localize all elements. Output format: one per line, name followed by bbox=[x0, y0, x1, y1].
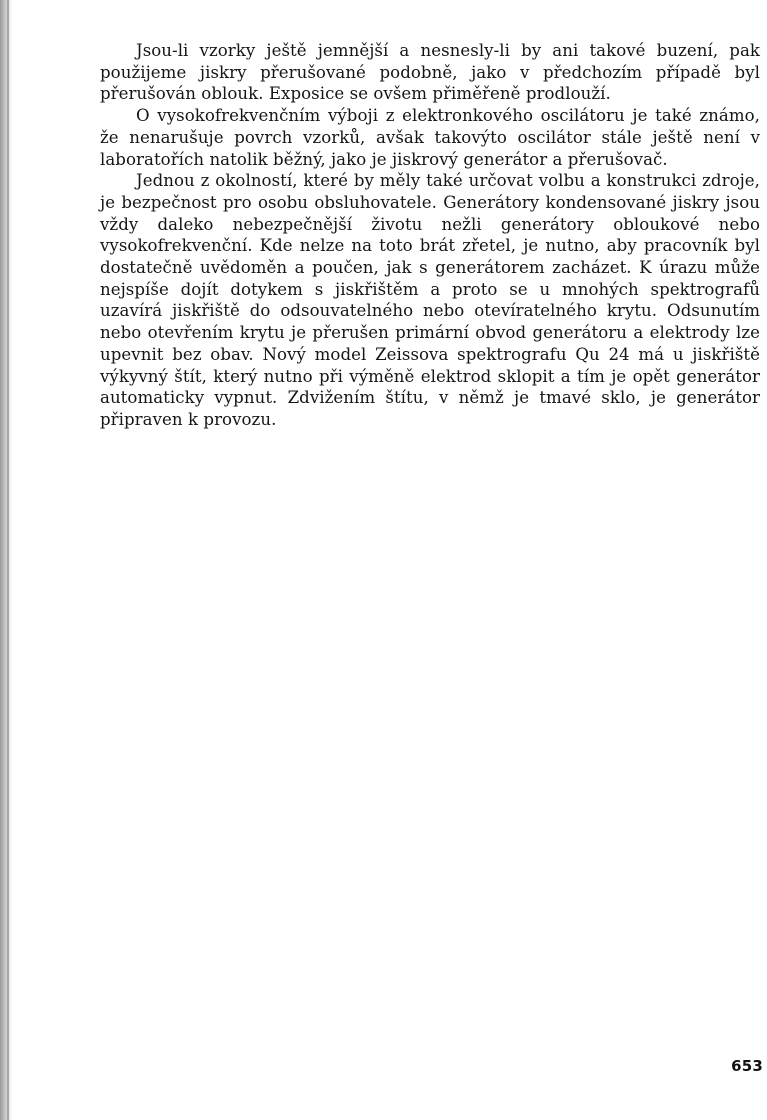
paragraph-1: Jsou-li vzorky ještě jemnější a nesnesly-li by ani takové buzení, pak použijeme jiskry přerušované podobně, jako v předchozím případě byl přerušován oblouk. Exposice se ovšem přiměřeně prodlouží. bbox=[100, 41, 760, 104]
page-number: 653 bbox=[731, 1057, 763, 1075]
paragraph-3: Jednou z okolností, které by měly také určovat volbu a konstrukci zdroje, je bezpečnost pro osobu obsluhovatele. Generátory kondensované jiskry jsou vždy daleko nebezpečnější životu nežli generátory obloukové nebo vysokofrekvenční. Kde nelze na toto brát zřetel, je nutno, aby pracovník byl dostatečně uvědoměn a poučen, jak s generátorem zacházet. K úrazu může nejspíše dojít dotykem s jiskřištěm a proto se u mnohých spektrografů uzavírá jiskřiště do odsouvatelného nebo otevíratelného krytu. Odsunutím nebo otevřením krytu je přerušen primární obvod generátoru a elektrody lze upevnit bez obav. Nový model Zeissova spektrografu Qu 24 má u jiskřiště výkyvný štít, který nutno při výměně elektrod sklopit a tím je opět generátor automaticky vypnut. Zdvižením štítu, v němž je tmavé sklo, je generátor připraven k provozu. bbox=[100, 171, 760, 429]
paragraph-2: O vysokofrekvenčním výboji z elektronkového oscilátoru je také známo, že nenarušuje povrch vzorků, avšak takovýto oscilátor stále ještě není v laboratořích natolik běžný, jako je jiskrový generátor a přerušovač. bbox=[100, 106, 760, 169]
page-binding-edge bbox=[7, 0, 9, 1120]
body-text bbox=[100, 40, 760, 431]
page-binding-shadow bbox=[0, 0, 12, 1120]
